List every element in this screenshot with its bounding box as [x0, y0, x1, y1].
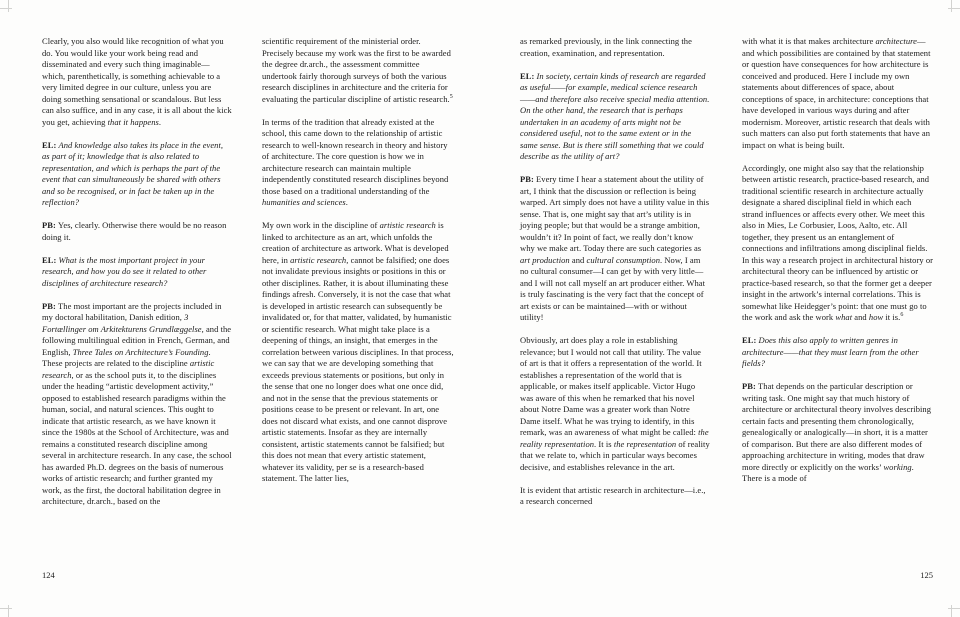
- speaker-label: EL:: [520, 70, 537, 81]
- text-run: artistic research: [42, 358, 215, 380]
- paragraph: [42, 36, 232, 128]
- page-124-column-1: [42, 36, 232, 508]
- footnote-marker: 5: [449, 93, 453, 100]
- crop-mark: [948, 608, 960, 609]
- text-run: , cannot be falsified; one does not invalidate previous insights or positions in this or other disciplines. Rather, it is about illuminating these findings afresh. Conversely, it is not the case that what is developed in artistic research can subsequently be invalidated or, for that matter, validated, by humanistic or scientific research. What might take place is a deepening of things, an insight, that emerges in the correlation between various disciplines. In that process, we can say that we are developing something that exceeds previous statements or positions, but only in the sense that one no longer does what one once did, and not in the sense that the previous statements or positions cease to be present or relevant. In art, one does not discard what exists, and one cannot disprove artistic statements. Insofar as they are internally consistent, artistic statements cannot be falsified; but this does not mean that every artistic statement, whatever its validity, per se is a research-based statement. The latter lies,: [262, 254, 454, 483]
- text-run: working: [883, 461, 912, 472]
- text-run: Does this also apply to written genres in architecture——that they must learn from the other fields?: [742, 335, 919, 368]
- paragraph: [742, 163, 933, 324]
- speaker-label: EL:: [42, 139, 59, 150]
- text-run: with what it is that makes architecture: [742, 36, 876, 46]
- text-run: Yes, clearly. Otherwise there would be no reason doing it.: [42, 220, 227, 242]
- page-125-column-1: [520, 36, 710, 508]
- text-run: In terms of the tradition that already existed at the school, this came down to the relationship of artistic research to well-known research in theory and history of architecture. The core question is how we in architecture research can maintain multiple independently constituted research disciplines beyond those based on a traditional understanding of the: [262, 116, 449, 196]
- paragraph: [520, 174, 710, 324]
- text-run: . There is a mode of: [742, 461, 914, 483]
- paragraph: [520, 485, 710, 508]
- text-run: .: [158, 116, 162, 127]
- text-run: it is.: [883, 312, 901, 322]
- paragraph: [42, 358, 232, 508]
- crop-mark: [0, 608, 12, 609]
- text-run: humanities and sciences: [262, 197, 346, 207]
- text-run: is linked to architecture as an art, which unfolds the creation of architecture as artwork. What is developed here, in: [262, 220, 449, 265]
- text-run: artistic research: [290, 254, 347, 265]
- crop-mark: [951, 0, 952, 12]
- text-run: Clearly, you also would like recognition of what you do. You would like your work being read and disseminated and every such thing imaginable—which, parenthetically, is something achievable to a very limited degree in our culture, unless you are doing something sensational or scandalous. But less can also suffice, and in any case, it is all about the kick you get, achieving: [42, 36, 232, 127]
- paragraph: [742, 36, 933, 151]
- text-run: Three Tales on Architecture’s Founding: [72, 346, 209, 357]
- text-run: In society, certain kinds of research are regarded as useful——for example, medical science research——and therefore also receive special media attention. On the other hand, the research that is perhaps undertaken in an academy of arts might not be considered useful, not to the same extent or in the same sense. But is there still something that we could describe as the utility of art?: [520, 70, 710, 161]
- paragraph: [262, 220, 454, 485]
- text-run: Every time I hear a statement about the utility of art, I think that the discussion or reflection is being warped. Art simply does not have a utility value in this sense. That is, one might say that art’s utility is in joying people; but that would be a strange ambition, wouldn’t it? In point of fact, we really don’t know why we make art. Today there are such categories as: [520, 174, 710, 253]
- speaker-label: EL:: [42, 254, 59, 265]
- speaker-label: EL:: [742, 335, 759, 345]
- paragraph: [742, 381, 933, 485]
- crop-mark: [0, 8, 12, 9]
- text-run: . It is: [594, 438, 614, 449]
- text-run: It is evident that artistic research in architecture—i.e., a research concerned: [520, 484, 706, 506]
- text-run: of reality that we relate to, which in particular ways becomes decisive, and establishes relevance in the art.: [520, 438, 710, 472]
- crop-mark: [948, 8, 960, 9]
- text-run: cultural consumption: [586, 254, 660, 265]
- text-run: Obviously, art does play a role in establishing relevance; but I would not call that utility. The value of art is that it offers a representation of the world. It establishes a representation of the world that is applicable, or makes itself applicable. Victor Hugo was aware of this when he remarked that his novel about Notre Dame was a greater work than Notre Dame itself. What he was trying to identify, in this remark, was an awareness of what might be called:: [520, 335, 702, 437]
- text-run: That depends on the particular description or writing task. One might say that much history of architecture or architectural theory involves describing certain facts and presenting them chronologically, genealogically or analogically—in short, it is a matter of comparison. But there are also different modes of approaching architecture in writing, modes that draw more directly or explicitly on the works’: [742, 381, 932, 472]
- paragraph: [42, 255, 232, 290]
- paragraph: [520, 335, 710, 473]
- text-run: and: [852, 312, 869, 322]
- text-run: The most important are the projects included in my doctoral habilitation, Danish edition,: [42, 300, 222, 322]
- paragraph: [262, 36, 454, 105]
- text-run: what: [835, 312, 853, 322]
- text-run: , and the following multilingual edition in French, German, and English,: [42, 323, 232, 357]
- text-run: the representation: [613, 438, 677, 449]
- footnote-marker: 6: [900, 312, 904, 319]
- text-run: architecture: [875, 36, 917, 46]
- paragraph: [42, 220, 232, 243]
- text-run: —and which possibilities are contained by that statement or question have consequences for how architecture is conceived and produced. Here I include my own statements about differences of space, about conceptions of space, in architecture: conceptions that have developed in various ways during and after modernism. Moreover, artistic research that deals with such matters can also put forth statements that have an impact on what is being built.: [742, 36, 931, 150]
- text-run: scientific requirement of the ministerial order. Precisely because my work was the first to be awarded the degree dr.arch., the assessment committee undertook fairly thorough surveys of both the various research disciplines in architecture and the criteria for evaluating the particular discipline of artistic research.: [262, 36, 451, 104]
- crop-mark: [951, 605, 952, 617]
- text-run: 3 Fortællinger om Arkitekturens Grundlæggelse: [42, 312, 202, 334]
- crop-mark: [8, 605, 9, 617]
- text-run: Accordingly, one might also say that the relationship between artistic research, practice-based research, and traditional scientific research in architecture actually designate a shared disciplinal field in which each strand influences or affects every other. We meet this also in Mies, Le Corbusier, Loos, Aalto, etc. All together, they present us an entanglement of connections and infiltrations among disciplinal fields. In this way a research project in architectural history or architectural theory can be influenced by artistic or practice-based research, so that the former get a deeper insight in the artwork’s internal correlations. This is somewhat like Heidegger’s point: that one must go to the work and ask the work: [742, 162, 934, 322]
- crop-mark: [8, 0, 9, 12]
- paragraph: [42, 140, 232, 209]
- text-run: artistic research: [379, 220, 436, 230]
- text-run: how: [868, 312, 884, 322]
- page-number-right: 125: [920, 570, 933, 580]
- paragraph: [742, 335, 933, 370]
- page-number-left: 124: [42, 570, 55, 580]
- text-run: the reality representation: [520, 427, 709, 449]
- page-124-column-2: [262, 36, 454, 485]
- text-run: as remarked previously, in the link connecting the creation, examination, and representation.: [520, 36, 692, 58]
- paragraph: [42, 301, 232, 359]
- text-run: .: [208, 346, 211, 357]
- text-run: And knowledge also takes its place in the event, as part of it; knowledge that is also related to representation, and which is perhaps the part of the event that can simultaneously be shared with others and so be recognised, or in fact be taken up in the reflection?: [42, 139, 224, 207]
- paragraph: [520, 36, 710, 59]
- text-run: .: [345, 197, 348, 207]
- text-run: and: [569, 254, 587, 265]
- paragraph: [520, 71, 710, 163]
- paragraph: [262, 117, 454, 209]
- text-run: . Now, I am no cultural consumer—I can get by with very little—and I will not call myself an art producer either. What is truly fascinating is the very fact that the concept of art exists or can be maintained—with or without utility!: [520, 254, 706, 322]
- text-run: , or as the school puts it, to the disciplines under the heading “artistic development activity,” opposed to established research paradigms within the human, social, and natural sciences. This ought to indicate that artistic research, as we have known it since the 1980s at the School of Architecture, was and remains a constituted research discipline among several in architecture research. In any case, the school has awarded Ph.D. degrees on the basis of numerous works of artistic research; and further granted my work, as the first, the doctoral habilitation degree in architecture, dr.arch., based on the: [42, 369, 232, 506]
- speaker-label: PB:: [520, 174, 537, 184]
- page-125-column-2: [742, 36, 933, 485]
- speaker-label: PB:: [42, 300, 59, 311]
- speaker-label: PB:: [742, 381, 759, 391]
- text-run: art production: [520, 254, 570, 265]
- speaker-label: PB:: [42, 220, 59, 230]
- text-run: My own work in the discipline of: [262, 220, 380, 230]
- text-run: These projects are related to the discipline: [42, 358, 190, 368]
- text-run: that it happens: [107, 116, 159, 127]
- text-run: What is the most important project in your research, and how you do see it related to other disciplines of architecture research?: [42, 254, 207, 288]
